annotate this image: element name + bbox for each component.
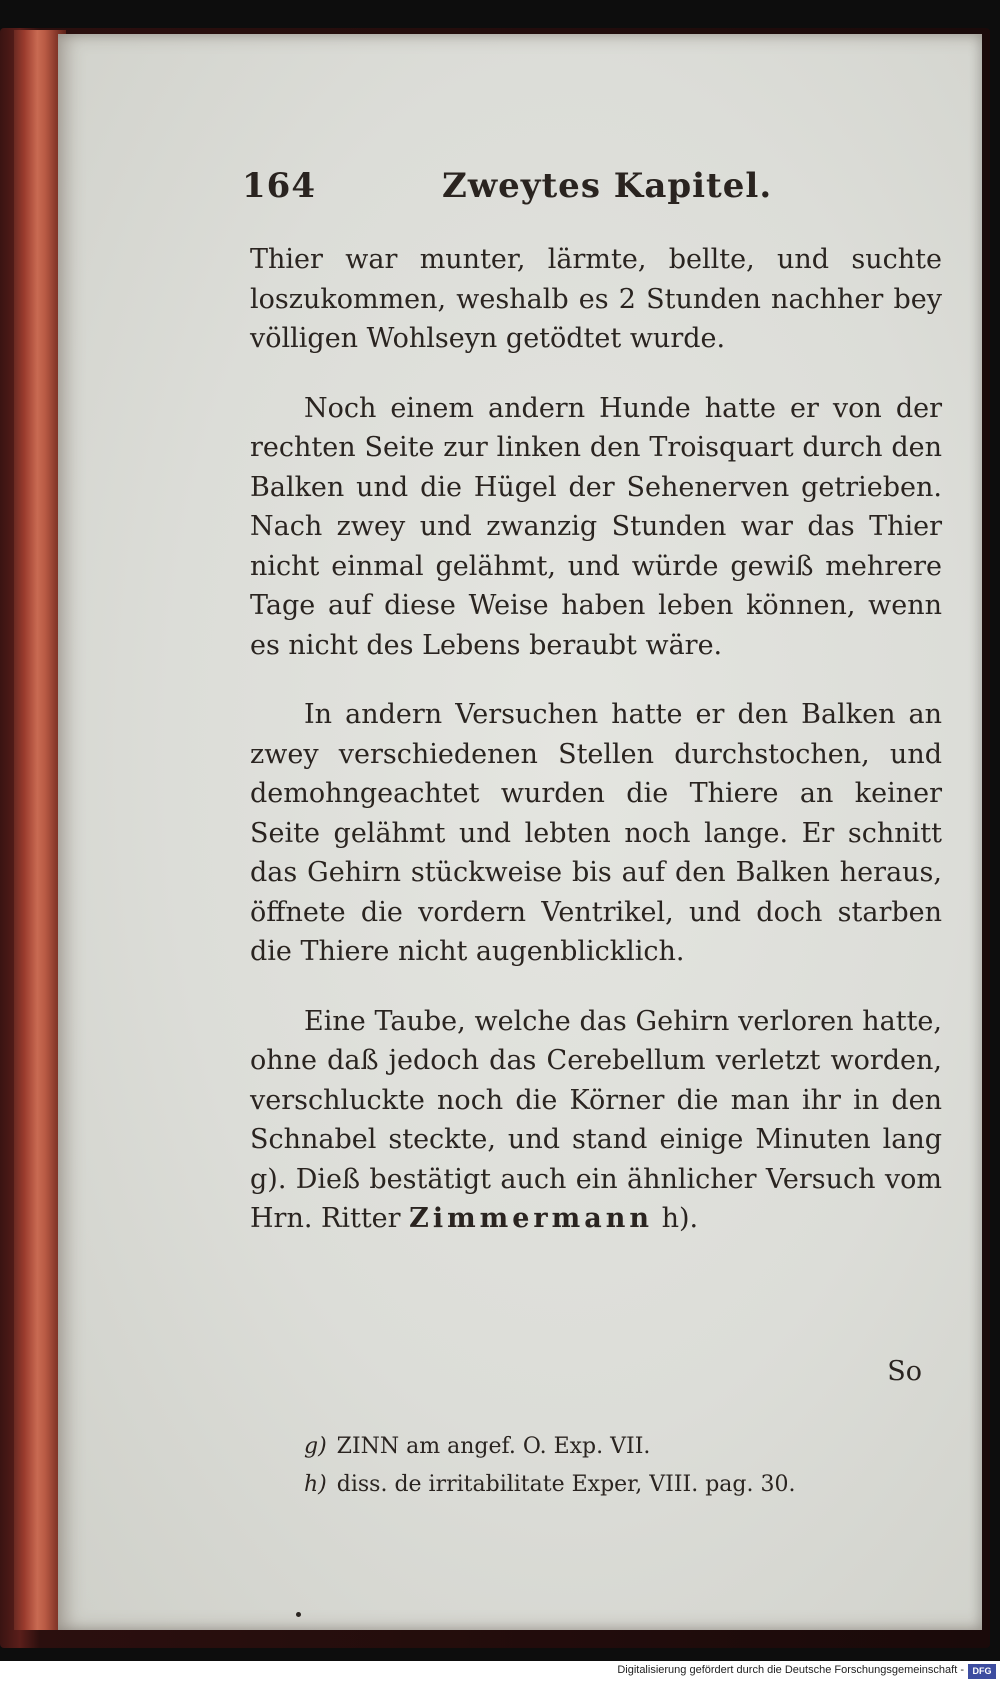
funding-credit: Digitalisierung gefördert durch die Deutsche Forschungsgemeinschaft - (617, 1664, 964, 1676)
dfg-logo[interactable]: DFG (968, 1664, 996, 1679)
page-number: 164 (242, 166, 316, 206)
footnote-marker: g) (304, 1434, 327, 1459)
body-text (250, 240, 942, 1239)
author-name: Zimmermann (409, 1203, 653, 1234)
footnote-text: ZINN am angef. O. Exp. VII. (336, 1434, 651, 1459)
paragraph-4-tail: h). (652, 1203, 699, 1234)
paragraph-4 (250, 1002, 942, 1239)
footnote-item (304, 1466, 795, 1504)
footnotes (304, 1428, 795, 1504)
paragraph-4-text: Eine Taube, welche das Gehirn verloren hatte, ohne daß jedoch das Cerebellum verletzt worden, verschluckte noch die Körner die man ihr in den Schnabel steckte, und stand einige Minuten lang g). Dieß bestätigt auch ein ähnlicher Versuch vom Hrn. Ritter (250, 1005, 942, 1234)
page-content (58, 34, 982, 1630)
running-head (242, 166, 802, 210)
running-title: Zweytes Kapitel. (442, 166, 773, 206)
book-page (58, 34, 982, 1630)
footnote-marker: h) (304, 1472, 327, 1497)
paragraph-3: In andern Versuchen hatte er den Balken an zwey verschiedenen Stellen durchstochen, und demohngeachtet wurden die Thiere an keiner Seite gelähmt und lebten noch lange. Er schnitt das Gehirn stückweise bis auf den Balken heraus, öffnete die vordern Ventrikel, und doch starben die Thiere nicht augenblicklich. (250, 699, 942, 967)
paragraph-2: Noch einem andern Hunde hatte er von der rechten Seite zur linken den Troisquart durch den Balken und die Hügel der Sehenerven getrieben. Nach zwey und zwanzig Stunden war das Thier nicht einmal gelähmt, und würde gewiß mehrere Tage auf diese Weise haben leben können, wenn es nicht des Lebens beraubt wäre. (250, 392, 942, 661)
ink-speck (296, 1612, 301, 1617)
footnote-text: diss. de irritabilitate Exper, VIII. pag. 30. (336, 1472, 796, 1497)
catchword: So (887, 1356, 922, 1387)
paragraph-1: Thier war munter, lärmte, bellte, und suchte loszukommen, weshalb es 2 Stunden nachher bey völligen Wohlseyn getödtet wurde. (250, 244, 942, 354)
digitization-footer (0, 1661, 1000, 1683)
footnote-item (304, 1428, 795, 1466)
